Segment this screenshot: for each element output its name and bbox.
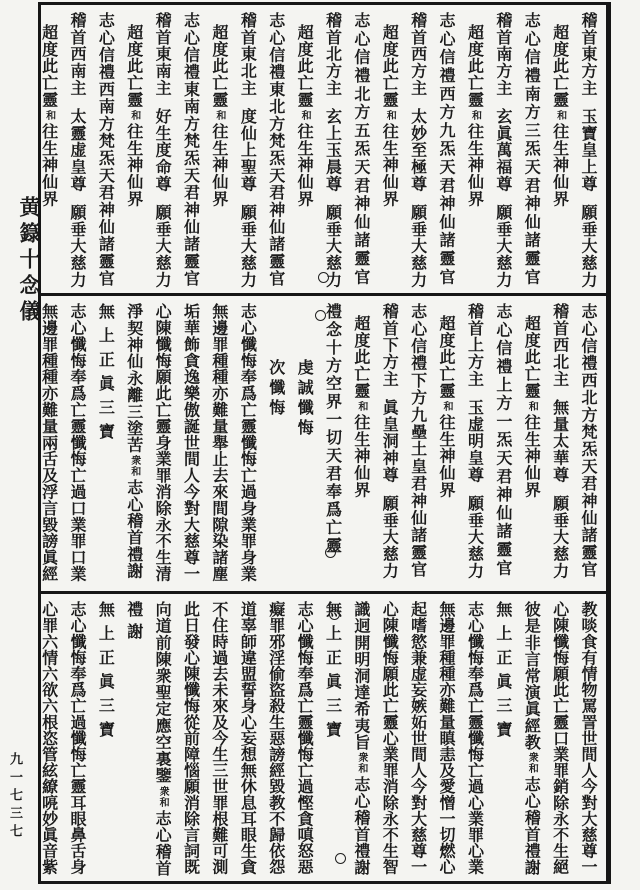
text-segment: 願垂大慈力 [153,204,173,288]
text-segment: 太靈虚皇尊 [67,108,87,192]
text-segment: 稽首下方主 [380,303,400,387]
text-segment: 教啖食有情物罵詈世間人今對大慈尊一 [579,600,598,875]
text-column [176,303,204,586]
text-segment: 往生神仙界 [351,414,371,498]
passage-divider-circle [315,310,326,321]
text-segment: 好生度命尊 [153,108,173,192]
text-column [517,303,545,586]
text-column [119,601,147,876]
text-column [34,601,62,876]
text-segment: 度仙上聖尊 [238,108,258,192]
response-note: 衆和 [355,752,367,775]
text-segment: 稽首西方主 [408,12,428,96]
text-column [34,303,62,586]
response-note: 和 [526,401,538,412]
text-column [205,601,233,876]
text-column [545,601,573,876]
text-column [460,12,488,288]
text-column [176,601,204,876]
text-frame [38,2,611,884]
text-column [432,303,460,586]
text-segment: 志心懺悔奉爲亡靈懺悔亡過心業罪心業 [465,600,485,875]
text-segment: 太妙至極尊 [408,108,428,192]
text-segment: 志心懺悔奉爲亡靈懺悔亡過身業罪身業 [238,303,258,582]
text-segment: 次懺悔 [266,359,286,419]
text-column [488,601,516,876]
text-segment: 稽首南方主 [493,12,513,96]
text-segment: 志心稽首禮謝 [351,776,371,876]
text-segment: 心陳懺悔願此亡靈身業罪消除永不生清 [153,303,173,582]
text-column [119,303,147,586]
text-column [148,12,176,288]
text-segment: 願垂大慈力 [238,204,258,288]
text-segment: 超度此亡靈 [124,24,144,108]
response-note: 和 [384,110,396,121]
text-segment: 稽首北方主 [323,12,343,96]
text-column [545,12,573,288]
text-segment: 彼是非言常演眞經教 [522,600,542,751]
text-column [205,12,233,288]
text-segment: 志心信禮南方三炁天君神仙諸靈官 [522,12,542,287]
text-segment: 無上正眞三寶 [96,303,116,447]
text-column [460,303,488,586]
text-segment: 心陳懺悔願此亡靈心業罪消除永不生智 [380,600,400,875]
text-column [517,12,545,288]
response-note: 衆和 [128,455,140,478]
text-column [545,303,573,586]
text-segment: 玄眞萬福尊 [493,108,513,192]
text-segment: 願垂大慈力 [465,495,485,579]
text-segment: 志心信禮東南方梵炁天君神仙諸靈官 [181,12,201,288]
response-note: 和 [299,110,311,121]
text-segment: 志心信禮東北方梵炁天君神仙諸靈官 [266,12,286,288]
text-segment: 願垂大慈力 [493,204,513,288]
text-column [290,12,318,288]
response-note: 和 [213,110,225,121]
text-column [318,12,346,288]
text-column [119,12,147,288]
text-segment: 超度此亡靈 [522,315,542,399]
text-column [318,303,346,586]
text-column [233,12,261,288]
passage-divider-circle [325,547,336,558]
text-segment: 無上正眞三寶 [96,600,116,745]
text-column [403,12,431,288]
text-segment: 志心懺悔奉爲亡靈懺悔亡過口業罪口業 [67,303,87,582]
text-segment: 無邊罪種種亦難量兩舌及浮言毀謗眞經 [39,303,59,582]
text-column [63,601,91,876]
text-segment: 玄上玉晨尊 [323,108,343,192]
text-column [574,303,602,586]
text-column [574,601,602,876]
text-segment: 此日發心陳懺悔從前障惱願消除言詞既 [181,600,201,875]
text-column [261,12,289,288]
text-column [432,601,460,876]
text-segment: 超度此亡靈 [39,24,59,108]
text-segment: 志心信禮西北方梵炁天君神仙諸靈官 [579,303,598,579]
response-note: 和 [355,401,367,412]
text-column [233,303,261,586]
text-segment: 志心稽首禮謝 [522,776,542,876]
text-segment: 願垂大慈力 [380,495,400,579]
text-column [290,303,318,586]
text-segment: 無邊罪種種亦難量瞋恚及愛憎一切燃心 [437,600,457,875]
text-column [261,601,289,876]
spine-title: 黄籙十念儀 [17,196,42,326]
response-note: 衆和 [157,785,169,808]
text-column [346,303,374,586]
response-note: 和 [43,110,55,121]
text-segment: 稽首東南主 [153,12,173,96]
text-column [148,601,176,876]
text-column [290,601,318,876]
text-column [375,601,403,876]
text-segment: 志心信禮下方九壘土皇君神仙諸靈官 [408,303,428,579]
text-column [63,303,91,586]
text-segment: 稽首東方主 [579,12,598,96]
text-column [34,12,62,288]
text-column [346,12,374,288]
page-number: 九一七三七 [7,752,22,842]
text-segment: 往生神仙界 [295,123,315,207]
text-column [346,601,374,876]
text-column [205,303,233,586]
text-column [91,303,119,586]
text-segment: 禮謝 [124,600,144,645]
text-segment: 志心稽首禮謝 [124,479,144,580]
text-segment: 識迥開明洞達希夷旨 [351,600,371,751]
passage-divider-circle [318,272,329,283]
response-note: 和 [554,110,566,121]
section-top [41,5,606,293]
text-segment: 垢華飾貪逸樂傲誕世間人今對大慈尊一 [181,303,201,582]
text-segment: 超度此亡靈 [295,24,315,108]
text-segment: 超度此亡靈 [351,315,371,399]
text-column [403,601,431,876]
text-column [403,303,431,586]
text-segment: 無量太華尊 [550,399,570,483]
text-column [517,601,545,876]
text-segment: 稽首東北主 [238,12,258,96]
text-column [91,12,119,288]
text-segment: 稽首上方主 [465,303,485,387]
text-segment: 心罪六情六欲六根恣管絃繚喨妙眞音紫 [39,600,59,875]
text-segment: 起嗜慾兼虚妄嫉妬世間人今對大慈尊一 [408,600,428,875]
response-note: 衆和 [526,752,538,775]
text-column [488,12,516,288]
text-segment: 淨契神仙永離三塗苦 [124,303,144,454]
text-column [375,12,403,288]
text-column [375,303,403,586]
text-segment: 願垂大慈力 [408,204,428,288]
text-segment: 禮念十方空界一切天君奉爲亡靈 [323,303,343,555]
text-segment: 志心信禮西方九炁天君神仙諸靈官 [437,12,457,287]
text-segment: 無上正眞三寶 [323,600,343,745]
text-segment: 虔誠懺悔 [295,359,315,439]
text-segment: 往生神仙界 [437,414,457,498]
text-segment: 往生神仙界 [39,123,59,207]
text-segment: 無邊罪種種亦難量舉止去來間隙染諸塵 [209,303,229,582]
text-column [63,12,91,288]
text-segment: 道辜師違盟誓身心妄想無休息耳眼生貪 [238,600,258,875]
section-middle [41,293,606,591]
passage-divider-circle [335,853,346,864]
text-segment: 志心信禮北方五炁天君神仙諸靈官 [351,12,371,287]
text-segment: 向道前陳衆聖定應空裏鑒 [153,600,173,784]
text-segment: 不住時過去未來及今生三世罪根難可測 [209,600,229,875]
text-column [460,601,488,876]
text-column [176,12,204,288]
response-note: 和 [469,110,481,121]
text-column [318,601,346,876]
text-column [91,601,119,876]
text-segment: 願垂大慈力 [550,495,570,579]
text-segment: 玉虚明皇尊 [465,399,485,483]
text-column [261,303,289,586]
text-segment: 超度此亡靈 [209,24,229,108]
text-segment: 願垂大慈力 [323,204,343,288]
text-segment: 癡罪邪淫偷盜殺生惡謗經毀教不歸依怨 [266,600,286,875]
text-column [488,303,516,586]
text-segment: 超度此亡靈 [437,315,457,399]
text-segment: 超度此亡靈 [465,24,485,108]
text-segment: 往生神仙界 [209,123,229,207]
text-segment: 志心信禮西南方梵炁天君神仙諸靈官 [96,12,116,288]
text-segment: 眞皇洞神尊 [380,399,400,483]
response-note: 和 [128,110,140,121]
text-segment: 往生神仙界 [124,123,144,207]
text-segment: 超度此亡靈 [380,24,400,108]
text-segment: 往生神仙界 [522,414,542,498]
text-segment: 玉寶皇上尊 [579,108,598,192]
text-segment: 心陳懺悔願此亡靈口業罪銷除永不生絕 [550,600,570,875]
text-segment: 願垂大慈力 [67,204,87,288]
text-segment: 志心懺悔奉爲亡靈懺悔亡過慳貪嗔怒惡 [295,600,315,875]
text-segment: 志心信禮上方一炁天君神仙諸靈官 [493,303,513,578]
text-segment: 稽首西南主 [67,12,87,96]
text-column [148,303,176,586]
text-segment: 無上正眞三寶 [493,600,513,745]
text-segment: 往生神仙界 [465,123,485,207]
text-column [233,601,261,876]
text-column [574,12,602,288]
text-column [432,12,460,288]
text-segment: 志心稽首 [153,809,173,876]
section-bottom [41,591,606,881]
passage-divider-circle [329,609,340,620]
text-segment: 超度此亡靈 [550,24,570,108]
text-segment: 志心懺悔奉爲亡過懺悔亡靈耳眼鼻舌身 [67,600,87,875]
text-segment: 願垂大慈力 [579,204,598,288]
text-segment: 稽首西北主 [550,303,570,387]
text-segment: 往生神仙界 [380,123,400,207]
response-note: 和 [441,401,453,412]
text-segment: 往生神仙界 [550,123,570,207]
